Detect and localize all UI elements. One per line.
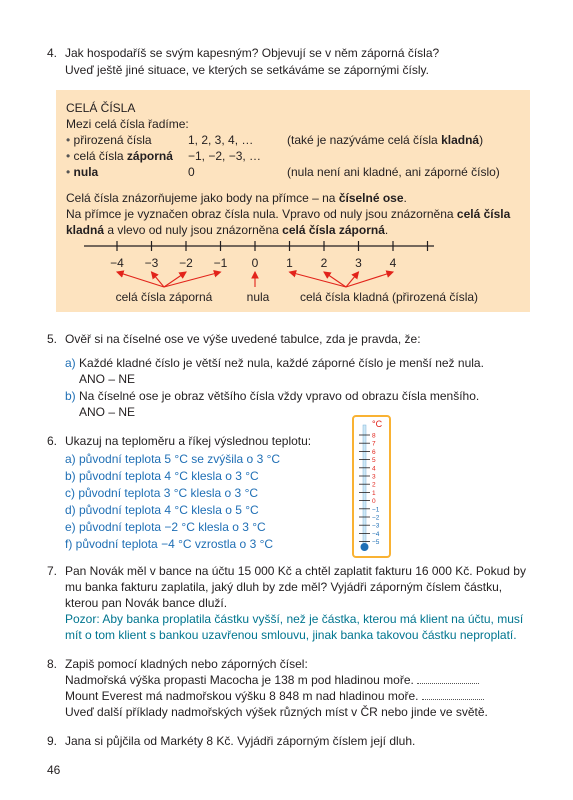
thermometer-bulb xyxy=(361,543,369,551)
q5-a-letter: a) xyxy=(65,356,76,370)
label-positive: celá čísla kladná (přirozená čísla) xyxy=(299,290,479,304)
thermo-label: −2 xyxy=(372,514,380,522)
thermo-label: 2 xyxy=(372,481,376,489)
box-row-3-values: 0 xyxy=(188,165,195,179)
bullet: • xyxy=(66,165,71,179)
pointer-arrow xyxy=(346,272,393,287)
q6-text: Ukazuj na teploměru a říkej výslednou teplotu: xyxy=(65,434,312,448)
note-text: (také je nazýváme celá čísla xyxy=(287,133,442,147)
para2-strong: celá čísla xyxy=(456,207,511,221)
thermo-label: 6 xyxy=(372,448,376,456)
bullet: • xyxy=(66,133,71,147)
pointer-arrow xyxy=(117,272,164,287)
pointer-arrow xyxy=(164,272,186,287)
q5-a-answer: ANO – NE xyxy=(79,372,136,386)
q5-b xyxy=(65,388,479,404)
q7-line3: kterou pan Novák bance dluží. xyxy=(65,596,228,610)
para1-text: Celá čísla znázorňujeme jako body na přímce – na xyxy=(66,191,339,205)
thermo-label: −3 xyxy=(372,522,380,530)
box-row-1-values: 1, 2, 3, 4, … xyxy=(188,133,254,147)
answer-blank-2[interactable] xyxy=(422,689,484,700)
q8-line1: Zapiš pomocí kladných nebo záporných čísel: xyxy=(65,657,308,671)
para1-strong: číselné ose xyxy=(338,191,404,205)
answer-blank-1[interactable] xyxy=(417,673,479,684)
thermo-label: 4 xyxy=(372,465,376,473)
box-intro: Mezi celá čísla řadíme: xyxy=(66,117,189,131)
q5-a-text: Každé kladné číslo je větší než nula, každé záporné číslo je menší než nula. xyxy=(79,356,484,370)
q6-item-c: c) původní teplota 3 °C klesla o 3 °C xyxy=(65,486,259,500)
box-para-2 xyxy=(66,206,510,222)
row-label-strong: nula xyxy=(73,165,99,179)
q5-b-text: Na číselné ose je obraz většího čísla vždy vpravo od obrazu čísla menšího. xyxy=(79,389,480,403)
thermo-label: −1 xyxy=(372,506,380,514)
q6-item-d: d) původní teplota 4 °C klesla o 5 °C xyxy=(65,503,259,517)
para3-strong-2: celá čísla záporná xyxy=(282,223,385,237)
number-line-diagram xyxy=(56,236,530,312)
q7-note2: mít o tom klient s bankou uzavřenou smlouvu, jinak banka takovou částku neproplatí. xyxy=(65,628,517,642)
q9-text: Jana si půjčila od Markéty 8 Kč. Vyjádři záporným číslem její dluh. xyxy=(65,734,416,748)
q5-number: 5. xyxy=(47,332,58,346)
note-end: ) xyxy=(479,133,484,147)
box-para-1 xyxy=(66,190,407,206)
q6-item-e: e) původní teplota −2 °C klesla o 3 °C xyxy=(65,520,266,534)
axis-label: −1 xyxy=(213,256,228,270)
q8-line3-text: Mount Everest má nadmořskou výšku 8 848 m nad hladinou moře. xyxy=(65,689,419,703)
box-row-2-values: −1, −2, −3, … xyxy=(188,149,262,163)
para2-text: Na přímce je vyznačen obraz čísla nula. Vpravo od nuly jsou znázorněna xyxy=(66,207,457,221)
bullet: • xyxy=(66,149,71,163)
q5-a xyxy=(65,355,484,371)
para1-end: . xyxy=(403,191,407,205)
thermo-label: 0 xyxy=(372,498,376,506)
axis-label: 1 xyxy=(286,256,293,270)
para3-end: . xyxy=(384,223,389,237)
note-strong: kladná xyxy=(441,133,480,147)
q6-item-a: a) původní teplota 5 °C se zvýšila o 3 °C xyxy=(65,452,281,466)
axis-label: 3 xyxy=(355,256,362,270)
axis-label: −3 xyxy=(144,256,159,270)
row-label: celá čísla xyxy=(73,149,127,163)
q8-line2-text: Nadmořská výška propasti Macocha je 138 m pod hladinou moře. xyxy=(65,673,414,687)
label-negative: celá čísla záporná xyxy=(115,290,213,304)
q6-item-f: f) původní teplota −4 °C vzrostla o 3 °C xyxy=(65,537,274,551)
pointer-arrow xyxy=(164,272,221,287)
box-row-1 xyxy=(66,132,152,148)
q8-line4: Uveď další příklady nadmořských výšek různých míst v ČR nebo jinde ve světě. xyxy=(65,705,488,719)
q4-number: 4. xyxy=(47,46,58,60)
q8-line2 xyxy=(65,672,479,688)
q4-line2: Uveď ještě jiné situace, ve kterých se setkáváme se zápornými čísly. xyxy=(65,63,429,77)
axis-label: 0 xyxy=(251,256,259,270)
axis-label: −4 xyxy=(110,256,124,270)
label-zero: nula xyxy=(246,290,270,304)
para3-text: a vlevo od nuly jsou znázorněna xyxy=(104,223,283,237)
thermometer-unit: °C xyxy=(372,419,383,429)
box-row-2 xyxy=(66,148,173,164)
q9-number: 9. xyxy=(47,734,58,748)
thermometer-icon xyxy=(354,417,389,556)
axis-label: −2 xyxy=(179,256,193,270)
q7-number: 7. xyxy=(47,564,58,578)
axis-label: 2 xyxy=(320,256,328,270)
row-label-strong: záporná xyxy=(126,149,173,163)
q7-line1: Pan Novák měl v bance na účtu 15 000 Kč a chtěl zaplatit fakturu 16 000 Kč. Pokud by xyxy=(65,564,526,578)
thermo-label: 8 xyxy=(372,432,376,440)
row-label: přirozená čísla xyxy=(73,133,152,147)
thermo-label: 5 xyxy=(372,457,376,465)
q8-number: 8. xyxy=(47,657,58,671)
q6-item-b: b) původní teplota 4 °C klesla o 3 °C xyxy=(65,469,259,483)
thermo-label: −5 xyxy=(372,539,380,547)
box-title: CELÁ ČÍSLA xyxy=(66,101,136,115)
box-row-3 xyxy=(66,164,98,180)
q7-line2: mu banka fakturu zaplatila, jaký dluh by zde měl? Vyjádři záporným číslem částku, xyxy=(65,580,503,594)
thermo-label: 1 xyxy=(372,489,376,497)
pointer-arrow xyxy=(324,272,346,287)
q4-line1: Jak hospodaříš se svým kapesným? Objevují se v něm záporná čísla? xyxy=(65,46,440,60)
q5-b-answer: ANO – NE xyxy=(79,405,136,419)
q6-number: 6. xyxy=(47,434,58,448)
pointer-arrow xyxy=(290,272,347,287)
q5-b-letter: b) xyxy=(65,389,76,403)
axis-label: 4 xyxy=(389,256,397,270)
thermo-label: 7 xyxy=(372,440,376,448)
q5-text: Ověř si na číselné ose ve výše uvedené tabulce, zda je pravda, že: xyxy=(65,332,421,346)
page-number: 46 xyxy=(47,763,61,777)
box-row-3-note: (nula není ani kladné, ani záporné číslo) xyxy=(287,165,500,179)
thermo-label: 3 xyxy=(372,473,376,481)
box-row-1-note xyxy=(287,132,483,148)
q8-line3 xyxy=(65,688,484,704)
q7-note1: Pozor: Aby banka proplatila částku vyšší, než je částka, kterou má klient na účtu, musí xyxy=(65,612,524,626)
thermo-label: −4 xyxy=(372,530,380,538)
para3-strong-1: kladná xyxy=(66,223,105,237)
